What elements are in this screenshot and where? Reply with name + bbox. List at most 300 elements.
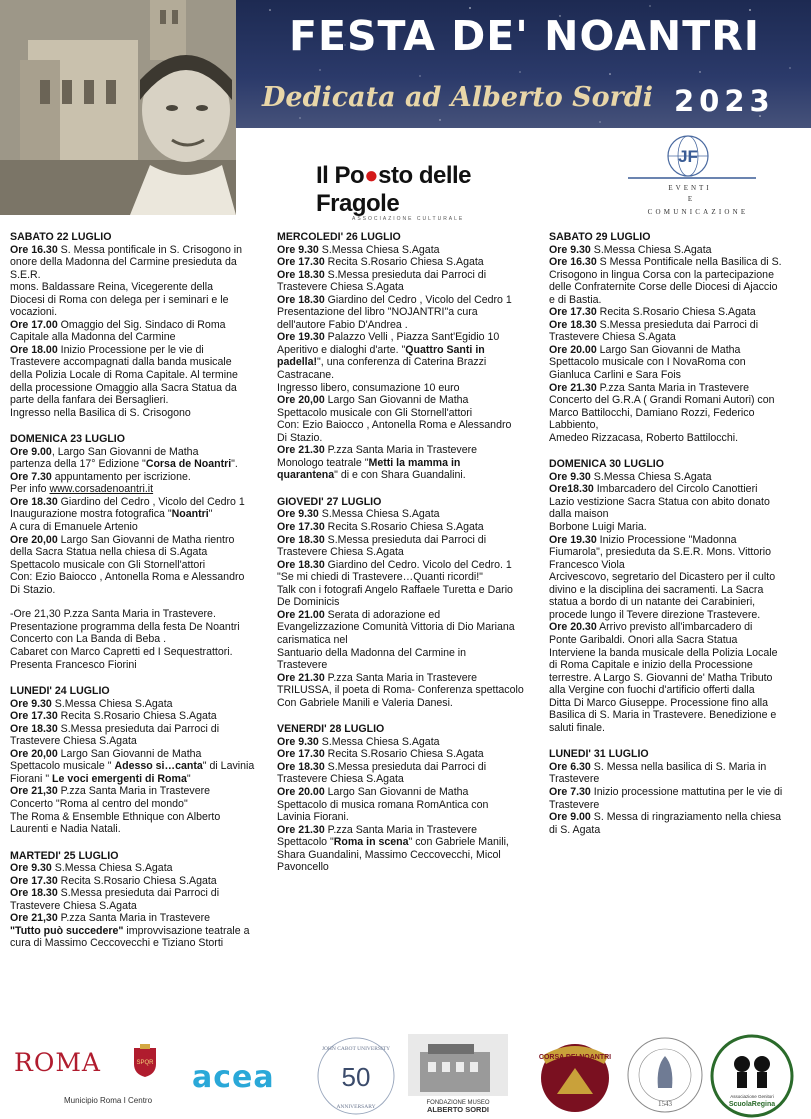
time-label: Ore 9.00 xyxy=(549,811,591,824)
alberto-sordi-photo xyxy=(0,0,236,215)
schedule-line xyxy=(549,294,803,307)
time-label: Ore 21.30 xyxy=(277,444,325,457)
il-posto-delle-fragole-logo: Il Po●sto delle Fragole ASSOCIAZIONE CULTURALE xyxy=(316,162,472,222)
corsa-de-noantri-logo xyxy=(532,1034,618,1114)
schedule-line xyxy=(549,369,803,382)
schedule-text: Inizio processione mattutina per le vie di xyxy=(590,785,783,798)
schedule-text: Arcivescovo, segretario del Dicastero per il culto xyxy=(549,571,776,584)
schedule-line xyxy=(10,862,272,875)
schedule-line xyxy=(10,382,272,395)
time-label: Ore 9.30 xyxy=(10,862,52,875)
schedule-text: -Ore 21,30 P.zza Santa Maria in Trastevere. xyxy=(10,608,216,621)
schedule-text: S. Messa pontificale in S. Crisogono in xyxy=(57,243,243,256)
schedule-line xyxy=(277,356,539,369)
time-label: Noantri xyxy=(171,508,209,521)
schedule-text: Giardino del Cedro , Vicolo del Cedro 1 xyxy=(324,293,512,306)
schedule-line xyxy=(10,811,272,824)
schedule-line xyxy=(10,244,272,257)
time-label: Ore 17.30 xyxy=(277,256,325,269)
time-label: Ore 9.00 xyxy=(10,445,52,458)
time-label: Ore 21.30 xyxy=(277,823,325,836)
schedule-line xyxy=(549,571,803,584)
schedule-text: Inaugurazione mostra fotografica " xyxy=(10,508,172,521)
schedule-text: S.Messa presieduta dai Parroci di xyxy=(324,533,487,546)
schedule-line xyxy=(277,748,539,761)
svg-text:Associazione Genitori: Associazione Genitori xyxy=(730,1094,774,1099)
schedule-line xyxy=(549,521,803,534)
schedule-line xyxy=(10,710,272,723)
schedule-line xyxy=(549,546,803,559)
schedule-text: Recita S.Rosario Chiesa S.Agata xyxy=(57,874,217,887)
schedule-line xyxy=(10,496,272,509)
schedule-line xyxy=(277,672,539,685)
schedule-text: procede lungo il Tevere direzione Trastevere. xyxy=(549,608,761,621)
schedule-line xyxy=(549,634,803,647)
schedule-line xyxy=(549,344,803,357)
schedule-line xyxy=(549,508,803,521)
time-label: Ore 17.30 xyxy=(10,710,58,723)
day-heading: LUNEDI' 24 LUGLIO xyxy=(10,685,110,698)
schedule-line xyxy=(10,394,272,407)
schedule-text: Cabaret con Marco Capretti ed I Sequestrattori. xyxy=(10,645,233,658)
schedule-text: De Dominicis xyxy=(277,596,340,609)
schedule-line xyxy=(10,306,272,319)
schedule-text: Pavoncello xyxy=(277,861,329,874)
schedule-text: Largo San Giovanni de Matha xyxy=(324,394,469,407)
schedule-line xyxy=(549,356,803,369)
day-block xyxy=(277,231,539,482)
schedule-text: Presentazione programma della festa De Noantri xyxy=(10,620,240,633)
schedule-text: Spettacolo musicale con Gli Stornell'attori xyxy=(10,558,206,571)
schedule-line xyxy=(10,534,272,547)
schedule-text: S.Messa Chiesa S.Agata xyxy=(590,243,712,256)
time-label: Ore 18.30 xyxy=(277,533,325,546)
schedule-text: P.zza Santa Maria in Trastevere xyxy=(57,785,211,798)
time-label: Ore18.30 xyxy=(549,483,594,496)
schedule-line xyxy=(277,469,539,482)
schedule-text: Spettacolo musicale con Gli Stornell'attori xyxy=(277,406,473,419)
schedule-text: Trastevere Chiesa S.Agata xyxy=(10,899,137,912)
schedule-line xyxy=(10,269,272,282)
time-label: Ore 21.30 xyxy=(277,671,325,684)
time-label: Corsa de Noantri xyxy=(145,458,232,471)
schedule-line xyxy=(10,319,272,332)
time-label: Ore 20,00 xyxy=(277,394,325,407)
schedule-line xyxy=(277,419,539,432)
time-label: Ore 9.30 xyxy=(549,470,591,483)
schedule-text: Di Stazio. xyxy=(277,431,323,444)
svg-text:JF: JF xyxy=(678,147,698,166)
schedule-text: appuntamento per iscrizione. xyxy=(51,470,191,483)
time-label: Ore 21.00 xyxy=(277,608,325,621)
schedule-line xyxy=(277,382,539,395)
time-label: Ore 20.30 xyxy=(549,621,597,634)
schedule-text: Spettacolo musicale con I NovaRoma con xyxy=(549,356,746,369)
schedule-line xyxy=(549,306,803,319)
time-label: Ore 18.30 xyxy=(10,722,58,735)
schedule-line xyxy=(277,799,539,812)
day-heading: SABATO 22 LUGLIO xyxy=(10,231,112,243)
schedule-line xyxy=(277,394,539,407)
schedule-line xyxy=(10,925,272,938)
schedule-line xyxy=(277,457,539,470)
svg-text:ANNIVERSARY: ANNIVERSARY xyxy=(336,1104,376,1110)
svg-text:CORSA DE' NOANTRI: CORSA DE' NOANTRI xyxy=(538,1054,612,1061)
day-block xyxy=(549,231,803,444)
schedule-line xyxy=(549,407,803,420)
time-label: Ore 18.00 xyxy=(10,343,58,356)
poster-title: FESTA DE' NOANTRI xyxy=(288,12,761,60)
schedule-line xyxy=(10,748,272,761)
time-label: Ore 7.30 xyxy=(10,470,52,483)
schedule-text: Crisogono in lingua Corsa con la partecipazione xyxy=(549,268,774,281)
schedule-text: Inizio Processione "Madonna xyxy=(596,533,737,546)
schedule-text: Santuario della Madonna del Carmine in xyxy=(277,646,467,659)
schedule-line xyxy=(10,458,272,471)
schedule-text: Inizio Processione per le vie di xyxy=(57,343,204,356)
schedule-line xyxy=(277,736,539,749)
time-label: "Tutto può succedere" xyxy=(10,924,124,937)
time-label: Metti la mamma in xyxy=(368,456,461,469)
time-label: Ore 9.30 xyxy=(549,243,591,256)
schedule-line xyxy=(549,496,803,509)
schedule-line xyxy=(10,521,272,534)
time-label: Ore 9.30 xyxy=(277,243,319,256)
schedule-line xyxy=(549,331,803,344)
time-label: Ore 18.30 xyxy=(10,887,58,900)
fondazione-museo-alberto-sordi-logo xyxy=(408,1034,508,1114)
schedule-text: Monologo teatrale " xyxy=(277,456,369,469)
schedule-text: P.zza Santa Maria in Trastevere xyxy=(324,823,478,836)
day-heading: MARTEDI' 25 LUGLIO xyxy=(10,849,119,862)
schedule-line xyxy=(277,634,539,647)
schedule-line xyxy=(277,546,539,559)
schedule-line xyxy=(549,534,803,547)
schedule-line xyxy=(277,559,539,572)
website-link[interactable]: www.corsadenoantri.it xyxy=(49,483,154,496)
schedule-line xyxy=(277,534,539,547)
schedule-text: S.Messa Chiesa S.Agata xyxy=(590,470,712,483)
schedule-text: dalla maison xyxy=(549,508,609,521)
schedule-text: The Roma & Ensemble Ethnique con Alberto xyxy=(10,810,221,823)
schedule-line xyxy=(277,836,539,849)
schedule-text: Ponte Garibaldi. Onori alla Sacra Statua xyxy=(549,633,738,646)
arciconfraternita-carmine-logo xyxy=(626,1036,704,1114)
schedule-line xyxy=(277,306,539,319)
schedule-line xyxy=(277,331,539,344)
time-label: Ore 18.30 xyxy=(549,318,597,331)
schedule-line xyxy=(549,256,803,269)
schedule-text: Trastevere xyxy=(549,773,600,786)
schedule-text: P.zza Santa Maria in Trastevere xyxy=(324,444,478,457)
schedule-line xyxy=(549,559,803,572)
schedule-text: Concerto con La Banda di Beba . xyxy=(10,633,167,646)
svg-text:E: E xyxy=(687,195,693,203)
schedule-line xyxy=(10,446,272,459)
schedule-line xyxy=(277,344,539,357)
schedule-line xyxy=(549,773,803,786)
sponsor-logo-strip xyxy=(0,1030,811,1119)
schedule-line xyxy=(277,319,539,332)
time-label: Le voci emergenti di Roma xyxy=(52,772,187,785)
schedule-text: della Polizia Locale di Roma Capitale. Al termine xyxy=(10,369,238,382)
schedule-text: Labbiento, xyxy=(549,419,599,432)
schedule-line xyxy=(277,761,539,774)
svg-text:EVENTI: EVENTI xyxy=(668,184,712,192)
time-label: Ore 18.30 xyxy=(277,293,325,306)
day-block xyxy=(10,433,272,671)
schedule-text: Serata di adorazione ed xyxy=(324,608,441,621)
schedule-text: Con: Ezio Baiocco , Antonella Roma e Alessandro xyxy=(10,571,245,584)
schedule-text: S.Messa presieduta dai Parroci di xyxy=(57,722,220,735)
schedule-text: S.Messa Chiesa S.Agata xyxy=(51,862,173,875)
day-block xyxy=(277,723,539,874)
schedule-text: Presenta Francesco Fiorini xyxy=(10,658,137,671)
schedule-line xyxy=(277,684,539,697)
schedule-text: Presentazione del libro "NOJANTRI"a cura xyxy=(277,306,478,319)
time-label: Ore 20,00 xyxy=(10,533,58,546)
schedule-line xyxy=(549,621,803,634)
day-heading: DOMENICA 23 LUGLIO xyxy=(10,433,125,446)
schedule-line xyxy=(549,269,803,282)
schedule-line xyxy=(10,571,272,584)
schedule-text: Capitale alla Madonna del Carmine xyxy=(10,331,176,344)
schedule-text: terrestre. A Largo S. Giovanni de' Matha Tributo xyxy=(549,671,773,684)
schedule-line xyxy=(10,887,272,900)
jf-eventi-logo xyxy=(610,134,790,219)
schedule-line xyxy=(549,244,803,257)
schedule-text: Recita S.Rosario Chiesa S.Agata xyxy=(57,710,217,723)
schedule-text: Recita S.Rosario Chiesa S.Agata xyxy=(596,306,756,319)
schedule-text: divino e la disciplina dei sacramenti. La Sacra xyxy=(549,583,764,596)
schedule-line xyxy=(549,659,803,672)
time-label: Ore 16.30 xyxy=(10,243,58,256)
schedule-text: Arrivo previsto all'imbarcadero di xyxy=(596,621,753,634)
schedule-line xyxy=(277,824,539,837)
schedule-line xyxy=(549,432,803,445)
schedule-line xyxy=(10,331,272,344)
schedule-text: ", una conferenza di Caterina Brazzi xyxy=(317,356,487,369)
schedule-text: P.zza Santa Maria in Trastevere xyxy=(596,381,750,394)
schedule-text: mons. Baldassare Reina, Vicegerente della xyxy=(10,281,213,294)
time-label: padella! xyxy=(277,356,318,369)
schedule-line xyxy=(10,356,272,369)
schedule-text: Francesco Viola xyxy=(549,558,625,571)
schedule-line xyxy=(549,647,803,660)
time-label: Ore 18.30 xyxy=(277,558,325,571)
time-label: Ore 20.00 xyxy=(277,785,325,798)
schedule-text: , Largo San Giovanni de Matha xyxy=(51,445,199,458)
schedule-line xyxy=(10,508,272,521)
schedule-text: S. Messa di ringraziamento nella chiesa xyxy=(590,811,782,824)
schedule-text: della Sacra Statua nella chiesa di S.Agata xyxy=(10,546,208,559)
svg-text:ScuolaRegina: ScuolaRegina xyxy=(728,1101,776,1108)
schedule-text: Lazio vestizione Sacra Statua con abito donato xyxy=(549,495,770,508)
svg-text:JOHN CABOT UNIVERSITY: JOHN CABOT UNIVERSITY xyxy=(321,1046,391,1052)
schedule-line xyxy=(277,571,539,584)
schedule-text: Con: Ezio Baiocco , Antonella Roma e Alessandro xyxy=(277,419,512,432)
time-label: Ore 21,30 xyxy=(10,785,58,798)
schedule-line xyxy=(10,608,272,621)
scuola-regina-logo xyxy=(710,1034,794,1118)
schedule-line xyxy=(277,244,539,257)
schedule-line xyxy=(10,937,272,950)
schedule-text: improvvisazione teatrale a xyxy=(123,924,250,937)
schedule-line xyxy=(10,735,272,748)
schedule-line xyxy=(549,684,803,697)
schedule-line xyxy=(10,344,272,357)
schedule-text: Castracane. xyxy=(277,369,335,382)
schedule-line xyxy=(277,407,539,420)
time-label: Ore 20.00 xyxy=(549,343,597,356)
day-block xyxy=(10,685,272,836)
schedule-text: S.Messa presieduta dai Parroci di xyxy=(324,268,487,281)
schedule-text: Diocesi di Roma con delega per i seminari e le xyxy=(10,293,229,306)
schedule-line xyxy=(277,294,539,307)
schedule-line xyxy=(10,723,272,736)
time-label: Ore 18.30 xyxy=(277,268,325,281)
schedule-text: Interviene la banda musicale della Polizia Locale xyxy=(549,646,778,659)
schedule-text: Recita S.Rosario Chiesa S.Agata xyxy=(324,256,484,269)
schedule-text: Concerto del G.R.A ( Grandi Romani Autori) con xyxy=(549,394,775,407)
schedule-text: vocazioni. xyxy=(10,306,58,319)
schedule-line xyxy=(549,722,803,735)
schedule-line xyxy=(10,900,272,913)
schedule-text: Giardino del Cedro , Vicolo del Cedro 1 xyxy=(57,495,245,508)
schedule-text: partenza della 17° Edizione " xyxy=(10,458,146,471)
schedule-line xyxy=(10,633,272,646)
poster-subtitle: Dedicata ad Alberto Sordi xyxy=(262,82,654,113)
schedule-text: Largo San Giovanni de Matha xyxy=(57,747,202,760)
schedule-text: carismatica nel xyxy=(277,633,348,646)
schedule-line xyxy=(549,483,803,496)
schedule-line xyxy=(10,785,272,798)
schedule-text: dell'autore Fabio D'Andrea . xyxy=(277,318,408,331)
schedule-line xyxy=(277,786,539,799)
day-heading: LUNEDI' 31 LUGLIO xyxy=(549,748,649,761)
schedule-text: TRILUSSA, il poeta di Roma- Conferenza spettacolo xyxy=(277,684,524,697)
schedule-line xyxy=(277,444,539,457)
day-heading: VENERDI' 28 LUGLIO xyxy=(277,723,385,736)
schedule-text: Fiumarola", presieduta da S.E.R. Mons. Vittorio xyxy=(549,546,772,559)
schedule-text: Di Stazio. xyxy=(10,583,56,596)
time-label: quarantena xyxy=(277,469,335,482)
schedule-text: Trastevere accompagnati dalla banda musicale xyxy=(10,356,232,369)
time-label: Ore 17.30 xyxy=(10,874,58,887)
schedule-line xyxy=(277,697,539,710)
schedule-line xyxy=(277,584,539,597)
schedule-text: onore della Madonna del Carmine presieduta da xyxy=(10,256,237,269)
schedule-line xyxy=(10,294,272,307)
schedule-line xyxy=(10,546,272,559)
schedule-text: delle Confraternite Corse delle Diocesi di Ajaccio xyxy=(549,281,778,294)
schedule-text: S.Messa Chiesa S.Agata xyxy=(51,697,173,710)
schedule-line xyxy=(549,761,803,774)
schedule-line xyxy=(277,256,539,269)
svg-text:50: 50 xyxy=(341,1062,371,1092)
day-block xyxy=(549,458,803,734)
time-label: Quattro Santi in xyxy=(405,343,485,356)
schedule-line xyxy=(277,849,539,862)
schedule-column-3 xyxy=(549,231,803,850)
schedule-text: Aperitivo e dialoghi d'arte. " xyxy=(277,343,406,356)
time-label: Ore 9.30 xyxy=(277,508,319,521)
schedule-line xyxy=(549,419,803,432)
schedule-line xyxy=(277,596,539,609)
schedule-text: A cura di Emanuele Artenio xyxy=(10,521,138,534)
schedule-text: Spettacolo musicale " xyxy=(10,760,115,773)
schedule-line xyxy=(549,824,803,837)
schedule-text: " con Gabriele Manili, xyxy=(408,836,509,849)
schedule-text: Largo San Giovanni de Matha xyxy=(596,343,741,356)
schedule-text: ". xyxy=(231,458,238,471)
time-label: Ore 6.30 xyxy=(549,760,591,773)
schedule-text: di S. Agata xyxy=(549,823,601,836)
schedule-text: Trastevere Chiesa S.Agata xyxy=(10,735,137,748)
schedule-text: Con Gabriele Manili e Valeria Danesi. xyxy=(277,696,453,709)
schedule-text: Basilica di S. Maria in Trastevere. Benedizione e xyxy=(549,709,777,722)
day-heading: DOMENICA 30 LUGLIO xyxy=(549,458,664,471)
schedule-text: Borbone Luigi Maria. xyxy=(549,521,647,534)
schedule-line xyxy=(10,698,272,711)
time-label: Ore 21,30 xyxy=(10,912,58,925)
schedule-text: Talk con i fotografi Angelo Raffaele Turetta e Dario xyxy=(277,583,513,596)
day-block xyxy=(277,496,539,709)
schedule-line xyxy=(10,584,272,597)
schedule-text: saluti finale. xyxy=(549,721,605,734)
schedule-line xyxy=(549,697,803,710)
schedule-line xyxy=(10,483,272,496)
schedule-line xyxy=(10,773,272,786)
schedule-line xyxy=(10,912,272,925)
time-label: Ore 21.30 xyxy=(549,381,597,394)
schedule-text: Spettacolo di musica romana RomAntica con xyxy=(277,798,489,811)
schedule-line xyxy=(549,382,803,395)
schedule-line xyxy=(277,621,539,634)
schedule-line xyxy=(277,773,539,786)
time-label: Roma in scena xyxy=(333,836,409,849)
schedule-text: Per info xyxy=(10,483,50,496)
schedule-text: parte della fanfara dei Bersaglieri. xyxy=(10,394,169,407)
schedule-line xyxy=(549,799,803,812)
svg-text:1543: 1543 xyxy=(658,1100,672,1108)
schedule-line xyxy=(277,369,539,382)
schedule-text: Evangelizzazione Comunità Vittoria di Dio Mariana xyxy=(277,621,515,634)
schedule-text: e di Bastia. xyxy=(549,293,602,306)
schedule-text: S.Messa Chiesa S.Agata xyxy=(318,243,440,256)
municipio-label: Municipio Roma I Centro xyxy=(64,1096,153,1105)
schedule-text: alla Vergine con fuochi d'artificio offerti dalla xyxy=(549,684,755,697)
schedule-line xyxy=(10,471,272,484)
schedule-line xyxy=(549,471,803,484)
time-label: Ore 17.30 xyxy=(549,306,597,319)
day-block xyxy=(10,850,272,950)
time-label: Ore 18.30 xyxy=(10,495,58,508)
time-label: Ore 17.30 xyxy=(277,521,325,534)
schedule-text: S. Messa nella basilica di S. Maria in xyxy=(590,760,767,773)
schedule-text: Trastevere Chiesa S.Agata xyxy=(549,331,676,344)
schedule-column-2 xyxy=(277,231,539,888)
schedule-text: Ingresso libero, consumazione 10 euro xyxy=(277,381,460,394)
schedule-text: S.Messa presieduta dai Parroci di xyxy=(57,887,220,900)
schedule-text: Ingresso nella Basilica di S. Crisogono xyxy=(10,406,191,419)
schedule-text: " di e con Shara Guandalini. xyxy=(334,469,466,482)
schedule-line xyxy=(549,609,803,622)
schedule-line xyxy=(10,621,272,634)
schedule-text: cura di Massimo Ceccovecchi e Tiziano Storti xyxy=(10,937,224,950)
schedule-line xyxy=(549,319,803,332)
schedule-text: Largo San Giovanni de Matha rientro xyxy=(57,533,235,546)
